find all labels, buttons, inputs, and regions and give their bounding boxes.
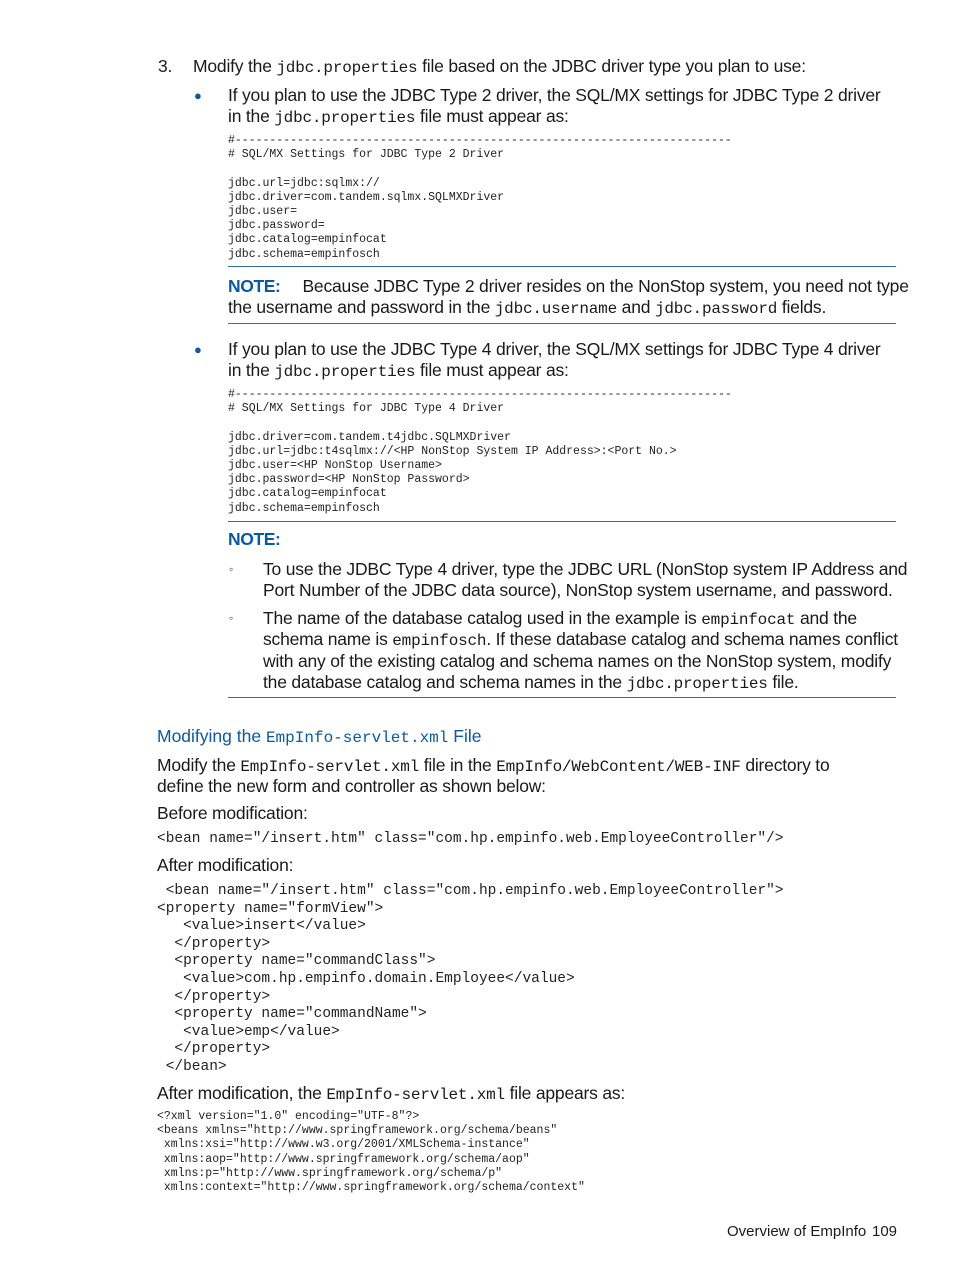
type2-note-b: and xyxy=(617,297,655,317)
bullet-icon: ● xyxy=(194,342,202,357)
type4-sub2-d: . If these database catalog and schema names conflict xyxy=(486,629,898,649)
type2-intro-b: file must appear as: xyxy=(415,106,569,126)
type4-sub2-a: The name of the database catalog used in the example is xyxy=(263,608,702,628)
note-bottom-rule xyxy=(228,323,896,324)
type2-code-block: #------------------------------------------------------------------------ # SQL/MX Settings for JDBC Type 2 Driver jdbc.url=jdbc:sqlmx:// jdbc.driver=com.tandem.sqlmx.SQLMXDriver jdbc.user= jdbc.password= jdbc.catalog=empinfocat jdbc.schema=empinfosch xyxy=(228,134,732,261)
type4-sub2-line3: with any of the existing catalog and schema names on the NonStop system, modify xyxy=(263,651,892,671)
type4-sub1-line2: Port Number of the JDBC data source), NonStop system username, and password. xyxy=(263,580,893,600)
appears-a: After modification, the xyxy=(157,1083,327,1103)
section-p1-code2: EmpInfo/WebContent/WEB-INF xyxy=(496,758,741,776)
type4-intro-a: in the xyxy=(228,360,275,380)
sub-bullet-icon: ◦ xyxy=(229,611,234,625)
type4-intro-code: jdbc.properties xyxy=(274,363,416,381)
section-heading-code: EmpInfo-servlet.xml xyxy=(265,729,449,747)
section-heading-b: File xyxy=(448,726,482,746)
type2-note-a: the username and password in the xyxy=(228,297,495,317)
type2-intro-a: in the xyxy=(228,106,275,126)
type2-intro-code: jdbc.properties xyxy=(274,109,416,127)
type2-note-line1 xyxy=(228,276,909,297)
section-heading xyxy=(157,726,481,747)
type4-intro-line1: If you plan to use the JDBC Type 4 driver, the SQL/MX settings for JDBC Type 4 driver xyxy=(228,339,881,359)
section-heading-a: Modifying the xyxy=(157,726,266,746)
before-code: <bean name="/insert.htm" class="com.hp.empinfo.web.EmployeeController"/> xyxy=(157,831,784,847)
type2-note-c: fields. xyxy=(777,297,827,317)
type2-note-code2: jdbc.password xyxy=(654,300,778,318)
type4-sub2-c: schema name is xyxy=(263,629,393,649)
appears-b: file appears as: xyxy=(504,1083,626,1103)
after-code: <bean name="/insert.htm" class="com.hp.empinfo.web.EmployeeController"> <property name="formView"> <value>insert</value> </property> <property name="commandClass"> <value>com.hp.empinfo.domain.Employee</value> </property> <property name="commandName"> <value>emp</value> </property> </bean> xyxy=(157,883,784,1075)
section-p1-a: Modify the xyxy=(157,755,241,775)
footer-title: Overview of EmpInfo xyxy=(727,1223,867,1240)
section-p1-line1 xyxy=(157,755,830,778)
note-bottom-rule xyxy=(228,697,896,698)
step-3-text-b: file based on the JDBC driver type you plan to use: xyxy=(417,56,806,76)
before-label: Before modification: xyxy=(157,803,308,823)
after-label: After modification: xyxy=(157,855,294,875)
type2-note-code1: jdbc.username xyxy=(494,300,617,318)
type4-sub2-line4 xyxy=(263,672,799,695)
type4-sub2-b: and the xyxy=(795,608,857,628)
type4-sub2-code2: empinfosch xyxy=(392,632,487,650)
type4-sub2-e: the database catalog and schema names in the xyxy=(263,672,627,692)
type4-intro-b: file must appear as: xyxy=(415,360,569,380)
section-p1-code1: EmpInfo-servlet.xml xyxy=(240,758,420,776)
note-top-rule xyxy=(228,266,896,267)
appears-code: EmpInfo-servlet.xml xyxy=(326,1086,505,1104)
step-3-text xyxy=(193,56,806,79)
note-label: NOTE: xyxy=(228,529,281,549)
type4-sub2-line2 xyxy=(263,629,898,652)
page-number: 109 xyxy=(872,1223,898,1240)
bullet-icon: ● xyxy=(194,88,202,103)
type4-sub2-f: file. xyxy=(767,672,799,692)
appears-line xyxy=(157,1083,625,1106)
type4-code-block: #------------------------------------------------------------------------ # SQL/MX Settings for JDBC Type 4 Driver jdbc.driver=com.tandem.t4jdbc.SQLMXDriver jdbc.url=jdbc:t4sqlmx://<HP NonStop System IP Address>:<Port No.> jdbc.user=<HP NonStop Username> jdbc.password=<HP NonStop Password> jdbc.catalog=empinfocat jdbc.schema=empinfosch xyxy=(228,388,732,515)
step-number: 3. xyxy=(158,56,173,76)
section-p1-b: file in the xyxy=(419,755,497,775)
type2-intro-line1: If you plan to use the JDBC Type 2 driver, the SQL/MX settings for JDBC Type 2 driver xyxy=(228,85,881,105)
type4-intro-line2 xyxy=(228,360,569,383)
step-3-text-a: Modify the xyxy=(193,56,277,76)
type2-note-text1: Because JDBC Type 2 driver resides on the NonStop system, you need not type xyxy=(302,276,909,296)
type4-sub2-code1: empinfocat xyxy=(701,611,796,629)
note-top-rule xyxy=(228,521,896,522)
type4-sub2-code3: jdbc.properties xyxy=(626,675,768,693)
xml-code: <?xml version="1.0" encoding="UTF-8"?> <beans xmlns="http://www.springframework.org/schema/beans" xmlns:xsi="http://www.w3.org/2001/XMLSchema-instance" xmlns:aop="http://www.springframework.org/schema/aop" xmlns:p="http://www.springframework.org/schema/p" xmlns:context="http://www.springframework.org/schema/context" xyxy=(157,1110,585,1195)
section-p1-line2: define the new form and controller as shown below: xyxy=(157,776,546,796)
section-p1-c: directory to xyxy=(740,755,830,775)
step-3-code: jdbc.properties xyxy=(276,59,418,77)
note-label: NOTE: xyxy=(228,276,281,296)
type2-intro-line2 xyxy=(228,106,569,129)
type2-note-line2 xyxy=(228,297,826,320)
sub-bullet-icon: ◦ xyxy=(229,562,234,576)
type4-sub1-line1: To use the JDBC Type 4 driver, type the JDBC URL (NonStop system IP Address and xyxy=(263,559,908,579)
type4-sub2-line1 xyxy=(263,608,857,631)
